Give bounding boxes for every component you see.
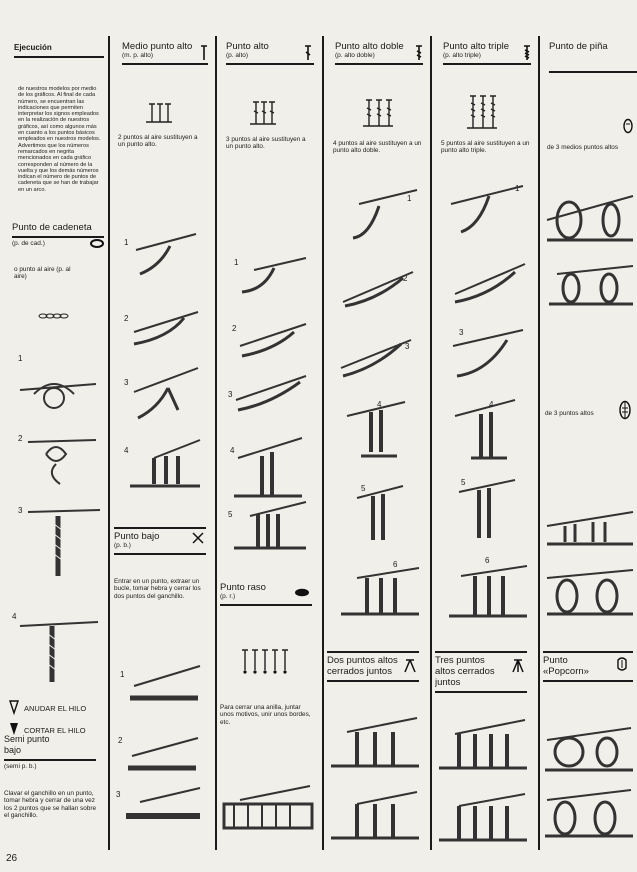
divider: [114, 553, 206, 555]
column-1: [4, 36, 104, 850]
divider: [443, 63, 531, 65]
step-number: 3: [228, 390, 233, 399]
alto-triple-header: [443, 41, 531, 65]
popcorn-illustration-2: [543, 788, 635, 848]
step-number: 4: [489, 400, 494, 409]
alto-abbr: (p. alto): [226, 52, 249, 59]
step-number: 3: [124, 378, 129, 387]
bajo-step-illustration: [120, 776, 204, 828]
medio-step-illustration: [128, 358, 202, 424]
double-treble-symbol-icon: [523, 44, 531, 62]
double-crochet-symbol-icon: [304, 44, 312, 62]
column-divider: [108, 36, 110, 850]
step-number: 3: [18, 506, 23, 515]
alto-doble-abbr: (p. alto doble): [335, 52, 375, 59]
legend-anudar: ANUDAR EL HILO: [24, 704, 87, 713]
pina-illustration: [545, 564, 635, 624]
step-number: 5: [228, 510, 233, 519]
chain-step-illustration: [14, 354, 102, 424]
column-divider: [538, 36, 540, 850]
semi-title: Semi punto bajo: [4, 734, 50, 755]
bajo-step-illustration: [124, 656, 204, 706]
alto-triple-desc: 5 puntos al aire sustituyen a un punto alto triple.: [441, 140, 530, 155]
pina-desc-1: de 3 medios puntos altos: [547, 144, 619, 151]
alto-step-illustration: [234, 316, 310, 366]
medio-abbr: (m. p. alto): [122, 52, 154, 59]
divider: [4, 759, 96, 761]
puff-symbol-icon: [619, 400, 631, 420]
raso-abbr: (p. r.): [220, 593, 236, 600]
step-number: 6: [393, 560, 398, 569]
step-number: 1: [515, 184, 520, 193]
step-number: 1: [407, 194, 412, 203]
pina-illustration: [547, 262, 635, 312]
step-number: 4: [377, 400, 382, 409]
alto-triple-step-illustration: [449, 396, 519, 466]
step-number: 6: [485, 556, 490, 565]
step-number: 4: [12, 612, 17, 621]
step-number: 5: [361, 484, 366, 493]
cadeneta-header: [12, 222, 104, 248]
dos-puntos-title: Dos puntos altos cerrados juntos: [327, 655, 398, 677]
alto-triple-step-illustration: [445, 564, 531, 626]
step-number: 3: [116, 790, 121, 799]
step-number: 3: [405, 342, 410, 351]
raso-illustration: [220, 782, 316, 838]
step-number: 2: [118, 736, 123, 745]
column-4: [327, 36, 426, 850]
raso-desc: Para cerrar una anilla, juntar unos motivos, unir unos bordes, etc.: [220, 704, 311, 726]
column-divider: [322, 36, 324, 850]
alto-triple-step-illustration: [449, 182, 527, 236]
ejecucion-section: [14, 42, 104, 58]
alto-doble-step-illustration: [337, 566, 423, 622]
semi-desc: Clavar el ganchillo en un punto, tomar hebra y cerrar de una vez los 2 puntos que se hallan sobre el ganchillo.: [4, 790, 97, 820]
alto-doble-header: [335, 41, 423, 65]
cluster-three-symbol-icon: [511, 658, 525, 674]
oval-symbol-icon: [90, 239, 104, 248]
alto-doble-step-illustration: [343, 482, 413, 546]
dos-puntos-illustration-1: [327, 714, 423, 778]
pina-illustration: [545, 186, 635, 246]
alto-step-illustration: [230, 366, 310, 416]
alto-desc: 3 puntos al aire sustituyen a un punto alto.: [226, 136, 306, 151]
ejecucion-title: Ejecución: [14, 43, 52, 52]
tres-puntos-illustration-2: [435, 790, 531, 850]
cadeneta-desc: o punto al aire (p. al aire): [14, 266, 71, 281]
tres-puntos-header: [435, 648, 527, 693]
step-number: 1: [18, 354, 23, 363]
pina-title: Punto de piña: [549, 41, 608, 52]
raso-title: Punto raso: [220, 582, 266, 593]
column-2: [114, 36, 210, 850]
alto-header: [226, 41, 314, 65]
medio-step-illustration: [130, 226, 200, 282]
pina-desc-2: de 3 puntos altos: [545, 410, 594, 417]
puff-half-symbol-icon: [623, 118, 633, 134]
alto-title: Punto alto: [226, 41, 269, 52]
step-number: 1: [124, 238, 129, 247]
divider: [327, 680, 419, 682]
alto-doble-step-illustration: [339, 186, 419, 246]
column-6: [543, 36, 637, 850]
divider: [543, 651, 633, 653]
alto-triple-step-illustration: [449, 476, 519, 546]
medio-desc: 2 puntos al aire sustituyen a un punto alto.: [118, 134, 198, 149]
popcorn-symbol-icon: [615, 656, 629, 672]
divider: [114, 527, 206, 529]
semi-header: [4, 734, 96, 771]
alto-triple-chart-icon: [467, 94, 497, 130]
bajo-abbr: (p. b.): [114, 542, 131, 549]
alto-doble-chart-icon: [363, 98, 393, 128]
divider: [435, 651, 527, 653]
dos-puntos-illustration-2: [327, 788, 423, 848]
alto-doble-step-illustration: [337, 264, 417, 314]
step-number: 5: [461, 478, 466, 487]
chain-step-illustration: [26, 504, 104, 584]
divider: [220, 604, 312, 606]
alto-doble-step-illustration: [341, 396, 411, 466]
step-number: 4: [124, 446, 129, 455]
popcorn-illustration-1: [543, 716, 635, 780]
step-number: 3: [459, 328, 464, 337]
popcorn-title: Punto «Popcorn»: [543, 655, 589, 677]
column-5: [435, 36, 534, 850]
step-number: 2: [232, 324, 237, 333]
alto-triple-abbr: (p. alto triple): [443, 52, 481, 59]
divider: [327, 651, 419, 653]
chain-symbol-icon: [38, 312, 68, 320]
popcorn-header: [543, 648, 633, 682]
ejecucion-text: de nuestros modelos por medio de los gráficos. Al final de cada número, se encuentran las indicaciones que permiten interpretar los signos empleados en la realización de nuestros gráficos, así como algunos más en cuanto a los puntos básicos empleados en nuestros modelos. Advertimos que los números remarcados en negrita mencionados en cada gráfico corresponden al número de la vuelta y que los demás números indican el número de puntos de cadeneta que se han de trabajar en un arco.: [18, 86, 101, 193]
divider: [226, 63, 314, 65]
semi-abbr: (semi p. b.): [4, 763, 37, 770]
raso-header: [220, 582, 312, 606]
alto-triple-title: Punto alto triple: [443, 41, 510, 52]
legend-cortar: CORTAR EL HILO: [24, 726, 86, 735]
medio-step-illustration: [124, 434, 204, 494]
anudar-triangle-icon: [9, 700, 19, 714]
alto-doble-desc: 4 puntos al aire sustituyen a un punto alto doble.: [333, 140, 422, 155]
bajo-title: Punto bajo: [114, 531, 160, 542]
divider: [335, 63, 423, 65]
divider: [543, 680, 633, 682]
cadeneta-abbr: (p. de cad.): [12, 240, 45, 247]
column-divider: [430, 36, 432, 850]
tres-puntos-title: Tres puntos altos cerrados juntos: [435, 655, 495, 688]
medio-chart-icon: [146, 102, 172, 124]
step-number: 1: [120, 670, 125, 679]
divider: [549, 71, 637, 73]
medio-title: Medio punto alto: [122, 41, 193, 52]
cross-symbol-icon: [192, 532, 204, 544]
raso-chart-icon: [240, 648, 290, 674]
alto-step-illustration: [232, 432, 310, 502]
step-number: 2: [124, 314, 129, 323]
medio-header: [122, 41, 208, 65]
divider: [14, 56, 104, 58]
pina-header: [549, 41, 637, 73]
column-3: [220, 36, 318, 850]
dos-puntos-header: [327, 648, 419, 682]
bajo-step-illustration: [122, 726, 202, 776]
alto-triple-step-illustration: [447, 326, 527, 386]
column-divider: [215, 36, 217, 850]
divider: [435, 691, 527, 693]
step-number: 2: [403, 274, 408, 283]
medio-step-illustration: [128, 298, 202, 354]
bajo-desc: Entrar en un punto, extraer un bucle, tomar hebra y cerrar los dos puntos del ganchillo.: [114, 578, 201, 600]
cadeneta-title: Punto de cadeneta: [12, 222, 92, 233]
cluster-two-symbol-icon: [403, 658, 417, 674]
chain-step-illustration: [18, 606, 104, 686]
alto-chart-icon: [250, 100, 276, 126]
alto-doble-step-illustration: [335, 332, 415, 382]
page-number: 26: [6, 853, 18, 864]
alto-doble-title: Punto alto doble: [335, 41, 404, 52]
alto-step-illustration: [230, 498, 310, 554]
chain-step-illustration: [26, 434, 104, 504]
treble-symbol-icon: [415, 44, 423, 62]
tres-puntos-illustration-1: [435, 716, 531, 780]
alto-triple-step-illustration: [449, 258, 529, 308]
step-number: 2: [18, 434, 23, 443]
bajo-header: [114, 524, 206, 555]
step-number: 4: [230, 446, 235, 455]
alto-step-illustration: [234, 250, 310, 300]
half-double-symbol-icon: [200, 44, 208, 62]
pina-illustration: [545, 506, 635, 556]
divider: [122, 63, 208, 65]
step-number: 1: [234, 258, 239, 267]
filled-oval-symbol-icon: [294, 588, 310, 597]
divider: [12, 236, 104, 238]
